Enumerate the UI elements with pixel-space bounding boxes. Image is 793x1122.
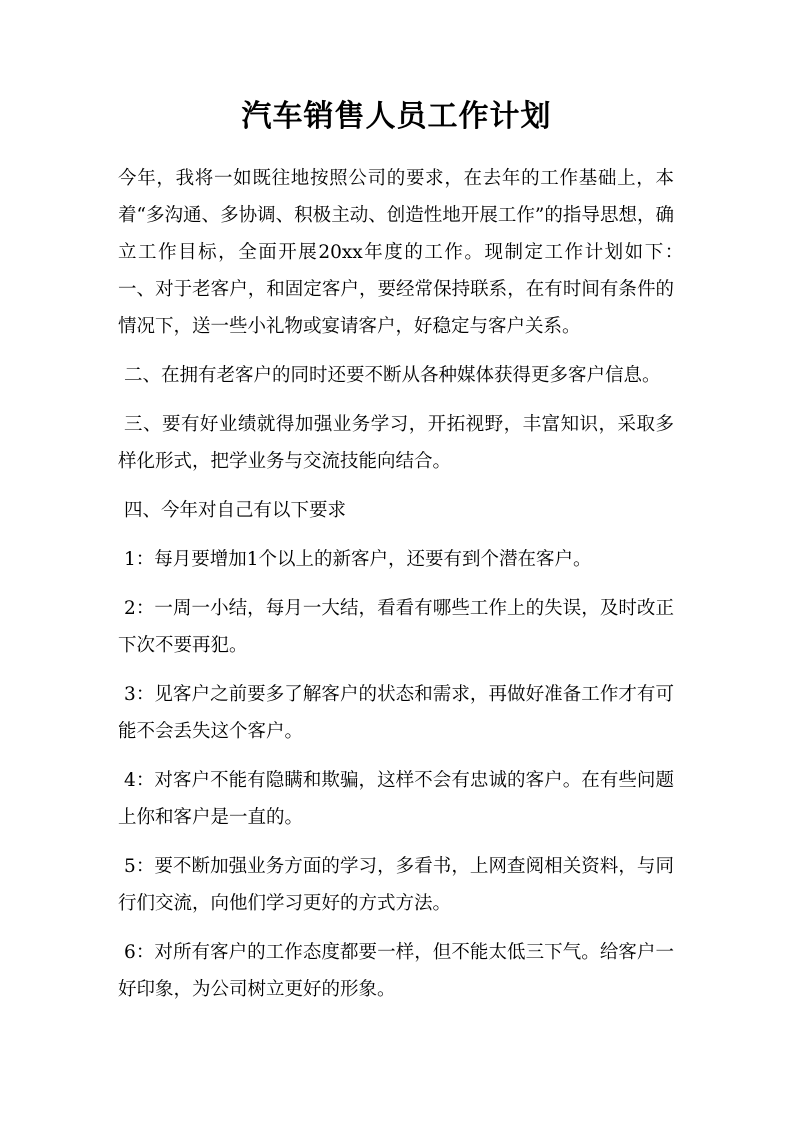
paragraph-requirement-2: 2：一周一小结，每月一大结，看看有哪些工作上的失误，及时改正下次不要再犯。 bbox=[118, 598, 674, 656]
paragraph-item-3: 三、要有好业绩就得加强业务学习，开拓视野，丰富知识，采取多样化形式，把学业务与交流技能向结合。 bbox=[118, 414, 674, 472]
document-body bbox=[118, 160, 693, 1020]
paragraph-requirement-5: 5：要不断加强业务方面的学习，多看书，上网查阅相关资料，与同行们交流，向他们学习更好的方式方法。 bbox=[118, 856, 674, 914]
paragraph-requirement-1: 1：每月要增加1个以上的新客户，还要有到个潜在客户。 bbox=[124, 549, 592, 570]
paragraph-requirement-4: 4：对客户不能有隐瞒和欺骗，这样不会有忠诚的客户。在有些问题上你和客户是一直的。 bbox=[118, 770, 674, 828]
paragraph-intro: 今年，我将一如既往地按照公司的要求，在去年的工作基础上，本着“多沟通、多协调、积极主动、创造性地开展工作”的指导思想，确立工作目标，全面开展20xx年度的工作。现制定工作计划如下： 一、对于老客户，和固定客户，要经常保持联系，在有时间有条件的情况下，送一些小礼物或宴请客户，好稳定与客户关系。 bbox=[118, 168, 693, 337]
paragraph-requirement-6: 6：对所有客户的工作态度都要一样，但不能太低三下气。给客户一好印象，为公司树立更好的形象。 bbox=[118, 942, 674, 1000]
paragraph-item-4: 四、今年对自己有以下要求 bbox=[124, 500, 347, 521]
document-title: 汽车销售人员工作计划 bbox=[241, 99, 552, 134]
paragraph-requirement-3: 3：见客户之前要多了解客户的状态和需求，再做好准备工作才有可能不会丢失这个客户。 bbox=[118, 684, 674, 742]
paragraph-item-2: 二、在拥有老客户的同时还要不断从各种媒体获得更多客户信息。 bbox=[124, 365, 661, 386]
